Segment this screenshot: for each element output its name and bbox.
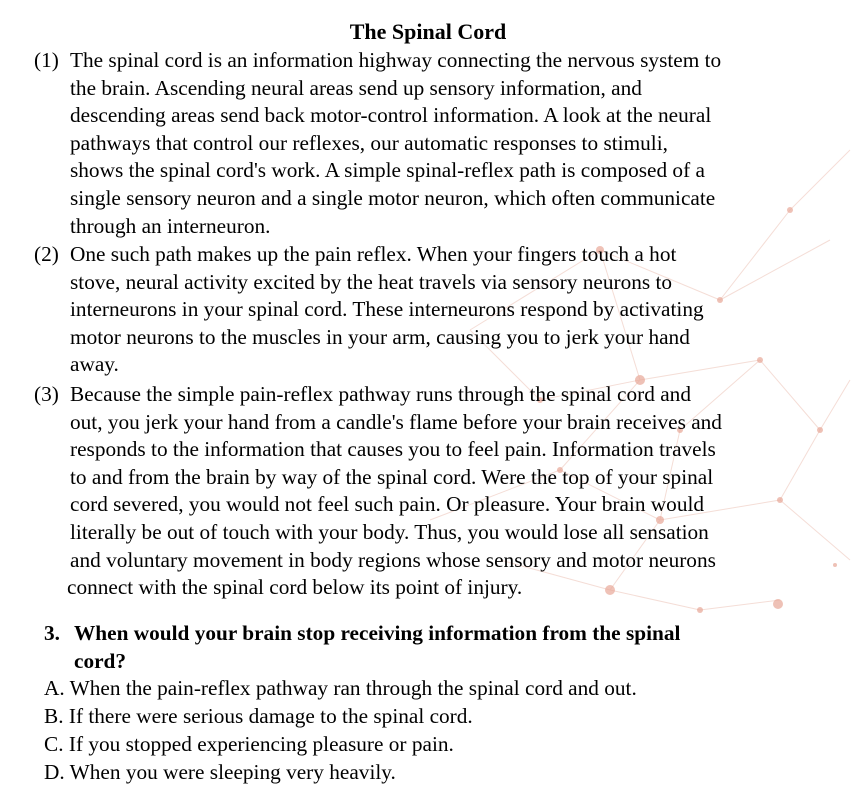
answer-options xyxy=(44,674,804,786)
question-number: 3. xyxy=(44,621,60,645)
paragraph-1 xyxy=(34,47,824,240)
paragraph-line: single sensory neuron and a single motor neuron, which often communicate xyxy=(70,185,716,210)
question-text-line: cord? xyxy=(74,649,127,673)
paragraph-line: the brain. Ascending neural areas send up sensory information, and xyxy=(70,75,642,100)
paragraph-line: out, you jerk your hand from a candle's flame before your brain receives and xyxy=(70,409,722,434)
paragraph-line: cord severed, you would not feel such pain. Or pleasure. Your brain would xyxy=(70,492,705,517)
paragraph-line: The spinal cord is an information highway connecting the nervous system to xyxy=(70,48,722,72)
paragraph-line: through an interneuron. xyxy=(70,213,271,238)
paragraph-line: Because the simple pain-reflex pathway runs through the spinal cord and xyxy=(70,382,691,406)
paragraph-line: literally be out of touch with your body. Thus, you would lose all sensation xyxy=(70,519,709,544)
paragraph-line: One such path makes up the pain reflex. When your fingers touch a hot xyxy=(70,242,677,266)
paragraph-number: (2) xyxy=(34,242,59,266)
paragraph-line: pathways that control our reflexes, our automatic responses to stimuli, xyxy=(70,130,668,155)
paragraph-line: stove, neural activity excited by the heat travels via sensory neurons to xyxy=(70,269,673,294)
question-text-line: When would your brain stop receiving information from the spinal xyxy=(74,621,681,645)
paragraph-line: descending areas send back motor-control information. A look at the neural xyxy=(70,103,712,128)
paragraph-number: (1) xyxy=(34,48,59,72)
paragraph-2 xyxy=(34,241,824,379)
paragraph-line: interneurons in your spinal cord. These interneurons respond by activating xyxy=(70,297,704,322)
paragraph-line: away. xyxy=(70,352,119,377)
paragraph-3 xyxy=(34,381,824,602)
paragraph-line: responds to the information that causes you to feel pain. Information travels xyxy=(70,437,716,462)
answer-option-b[interactable]: B. If there were serious damage to the spinal cord. xyxy=(44,704,473,728)
paragraph-line: connect with the spinal cord below its point of injury. xyxy=(67,575,523,600)
answer-option-c[interactable]: C. If you stopped experiencing pleasure or pain. xyxy=(44,732,454,756)
answer-option-d[interactable]: D. When you were sleeping very heavily. xyxy=(44,760,396,784)
question-stem xyxy=(44,619,804,675)
paragraph-line: shows the spinal cord's work. A simple spinal-reflex path is composed of a xyxy=(70,158,705,183)
paragraph-line: and voluntary movement in body regions whose sensory and motor neurons xyxy=(70,547,716,572)
paragraph-line: to and from the brain by way of the spinal cord. Were the top of your spinal xyxy=(70,464,714,489)
answer-option-a[interactable]: A. When the pain-reflex pathway ran through the spinal cord and out. xyxy=(44,676,637,700)
passage-title: The Spinal Cord xyxy=(349,19,507,44)
paragraph-line: motor neurons to the muscles in your arm, causing you to jerk your hand xyxy=(70,324,690,349)
paragraph-number: (3) xyxy=(34,382,59,406)
